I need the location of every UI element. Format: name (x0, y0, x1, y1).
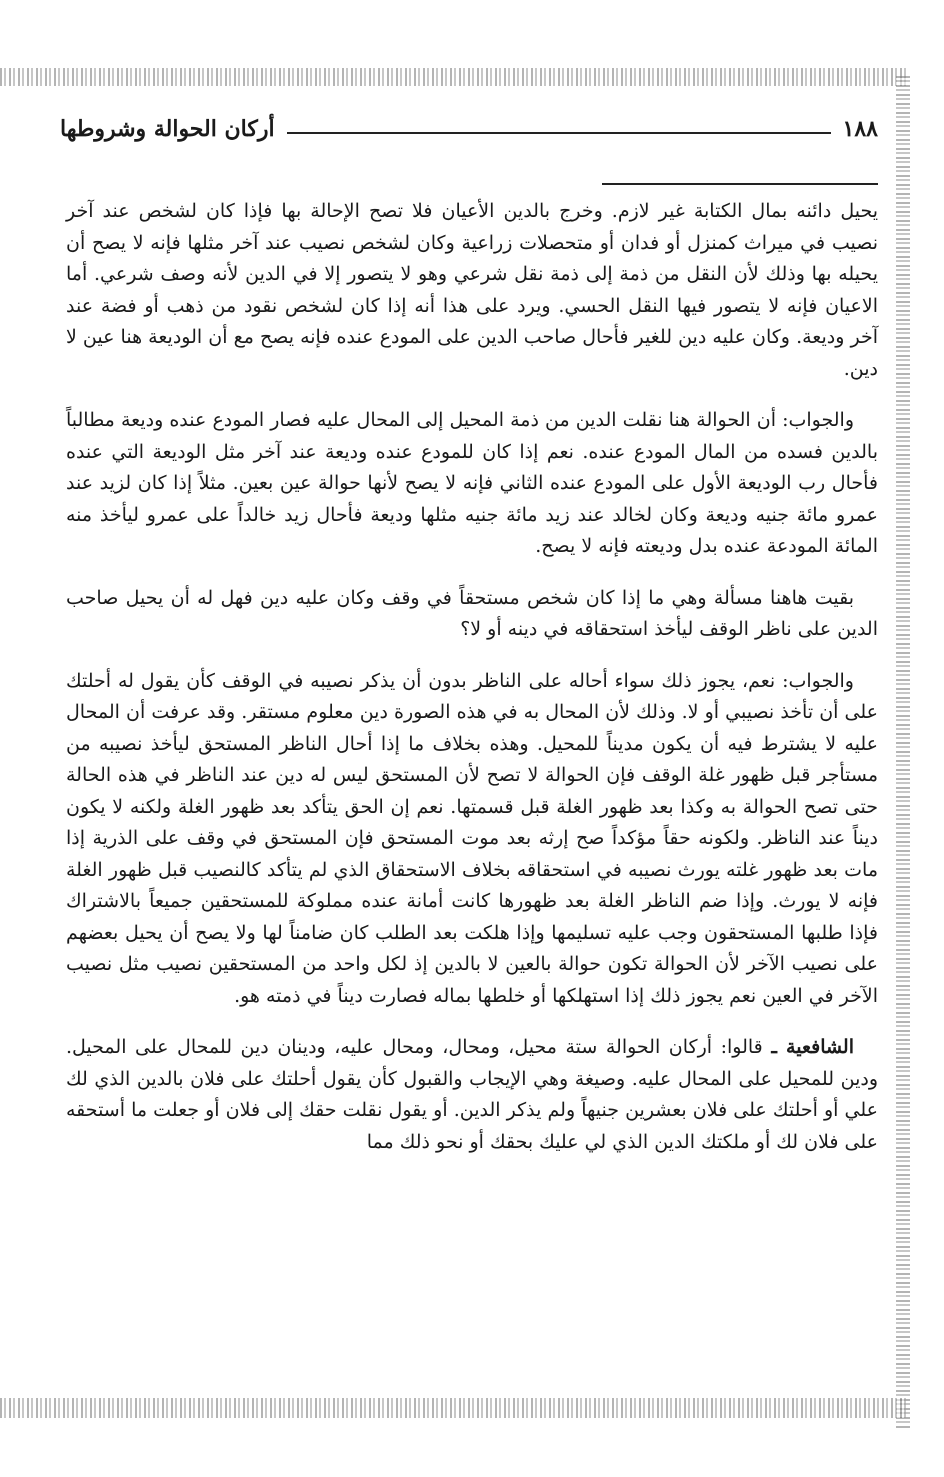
decorative-border-top (0, 68, 906, 86)
page-number: ١٨٨ (842, 116, 878, 142)
decorative-border-bottom (0, 1398, 906, 1418)
paragraph: والجواب: نعم، يجوز ذلك سواء أحاله على الناظر بدون أن يذكر نصيبه في الوقف كأن يقول له أحلتك على أن تأخذ نصيبي أو لا. وذلك لأن المحال به في هذه الصورة دين معلوم مستقر. وقد عرفت أن المحال عليه لا يشترط فيه أن يكون مديناً للمحيل. وهذه بخلاف ما إذا أحال الناظر المستحق ليأخذ نصيبه من مستأجر قبل ظهور غلة الوقف فإن الحوالة لا تصح لأن المستحق ليس له دين عند الناظر في هذه الحالة حتى تصح الحوالة به وكذا بعد ظهور الغلة قبل قسمتها. نعم إن الحق يتأكد بعد ظهور الغلة ولكنه لا يكون ديناً عند الناظر. ولكونه حقاً مؤكداً صح إرثه بعد موت المستحق فإن المستحق في وقف على الذرية إذا مات بعد ظهور غلته يورث نصيبه في استحقاقه بخلاف الاستحقاق الذي لم يتأكد كالنصيب قبل ظهور الغلة فإنه لا يورث. وإذا ضم الناظر الغلة بعد ظهورها كانت أمانة عنده مملوكة للمستحقين جميعاً بالاشتراك فإذا طلبها المستحقون وجب عليه تسليمها وإذا هلكت بعد الطلب كان ضامناً لها ولا يصح أن يحيل بعضهم على نصيب الآخر لأن الحوالة تكون حوالة بالعين لا بالدين إذ لكل واحد من المستحقين نصيب مثل نصيب الآخر في العين نعم يجوز ذلك إذا استهلكها أو خلطها بماله فصارت ديناً في ذمته هو. (66, 669, 879, 1007)
paragraph: يحيل دائنه بمال الكتابة غير لازم. وخرج بالدين الأعيان فلا تصح الإحالة بها فإذا كان لشخص عند آخر نصيب في ميراث كمنزل أو فدان أو متحصلات زراعية وكان لشخص نصيب عند آخر مثلها فإنه لا يصح أن يحيله بها وذلك لأن النقل من ذمة إلى ذمة نقل شرعي وهو لا يتصور إلا في الدين لأنه وصف شرعي. أما الاعيان فإنه لا يتصور فيها النقل الحسي. ويرد على هذا أنه إذا كان لشخص نقود من ذهب أو فضة عند آخر وديعة. وكان عليه دين للغير فأحال صاحب الدين على المودع عنده فإنه يصح مع أن الوديعة هنا عين لا دين. (66, 200, 878, 380)
header-rule (287, 132, 831, 134)
paragraph: والجواب: أن الحوالة هنا نقلت الدين من ذمة المحيل إلى المحال عليه فصار المودع عنده وديعة مطالباً بالدين فسده من المال المودع عنده. نعم إذا كان للمودع عنده وديعة عند آخر مثل الوديعة التي عنده فأحال رب الوديعة الأول على المودع عنده الثاني فإنه لا يصح لأنها حوالة عين بعين. مثلاً إذا كان لزيد عند عمرو مائة جنيه وديعة وكان لخالد عند زيد مائة جنيه مثلها وديعة فأحال زيد خالداً على عمرو ليأخذ منه المائة المودعة عنده بدل وديعته فإنه لا يصح. (66, 409, 878, 557)
paragraph-text: قالوا: أركان الحوالة ستة محيل، ومحال، ومحال عليه، ودينان دين للمحال على المحيل. ودين للمحيل على المحال عليه. وصيغة وهي الإيجاب والقبول كأن يقول أحلتك على فلان بالدين الذي لك علي أو أحلتك على فلان بعشرين جنيهاً ولم يذكر الدين. أو يقول نقلت حقك إلى فلان أو جعلت ما أستحقه على فلان لك أو ملكتك الدين الذي لي عليك بحقك أو نحو ذلك مما (66, 1036, 878, 1153)
paragraph: بقيت هاهنا مسألة وهي ما إذا كان شخص مستحقاً في وقف وكان عليه دين فهل له أن يحيل صاحب الدين على ناظر الوقف ليأخذ استحقاقه في دينه أو لا؟ (66, 586, 878, 640)
decorative-border-right (896, 76, 910, 1428)
running-title: أركان الحوالة وشروطها (60, 116, 275, 142)
footnote-separator-rule (602, 183, 878, 185)
paragraph (66, 1032, 878, 1158)
page-body (66, 196, 878, 1178)
page-header (60, 112, 878, 146)
section-lead: الشافعية ـ (771, 1036, 855, 1058)
